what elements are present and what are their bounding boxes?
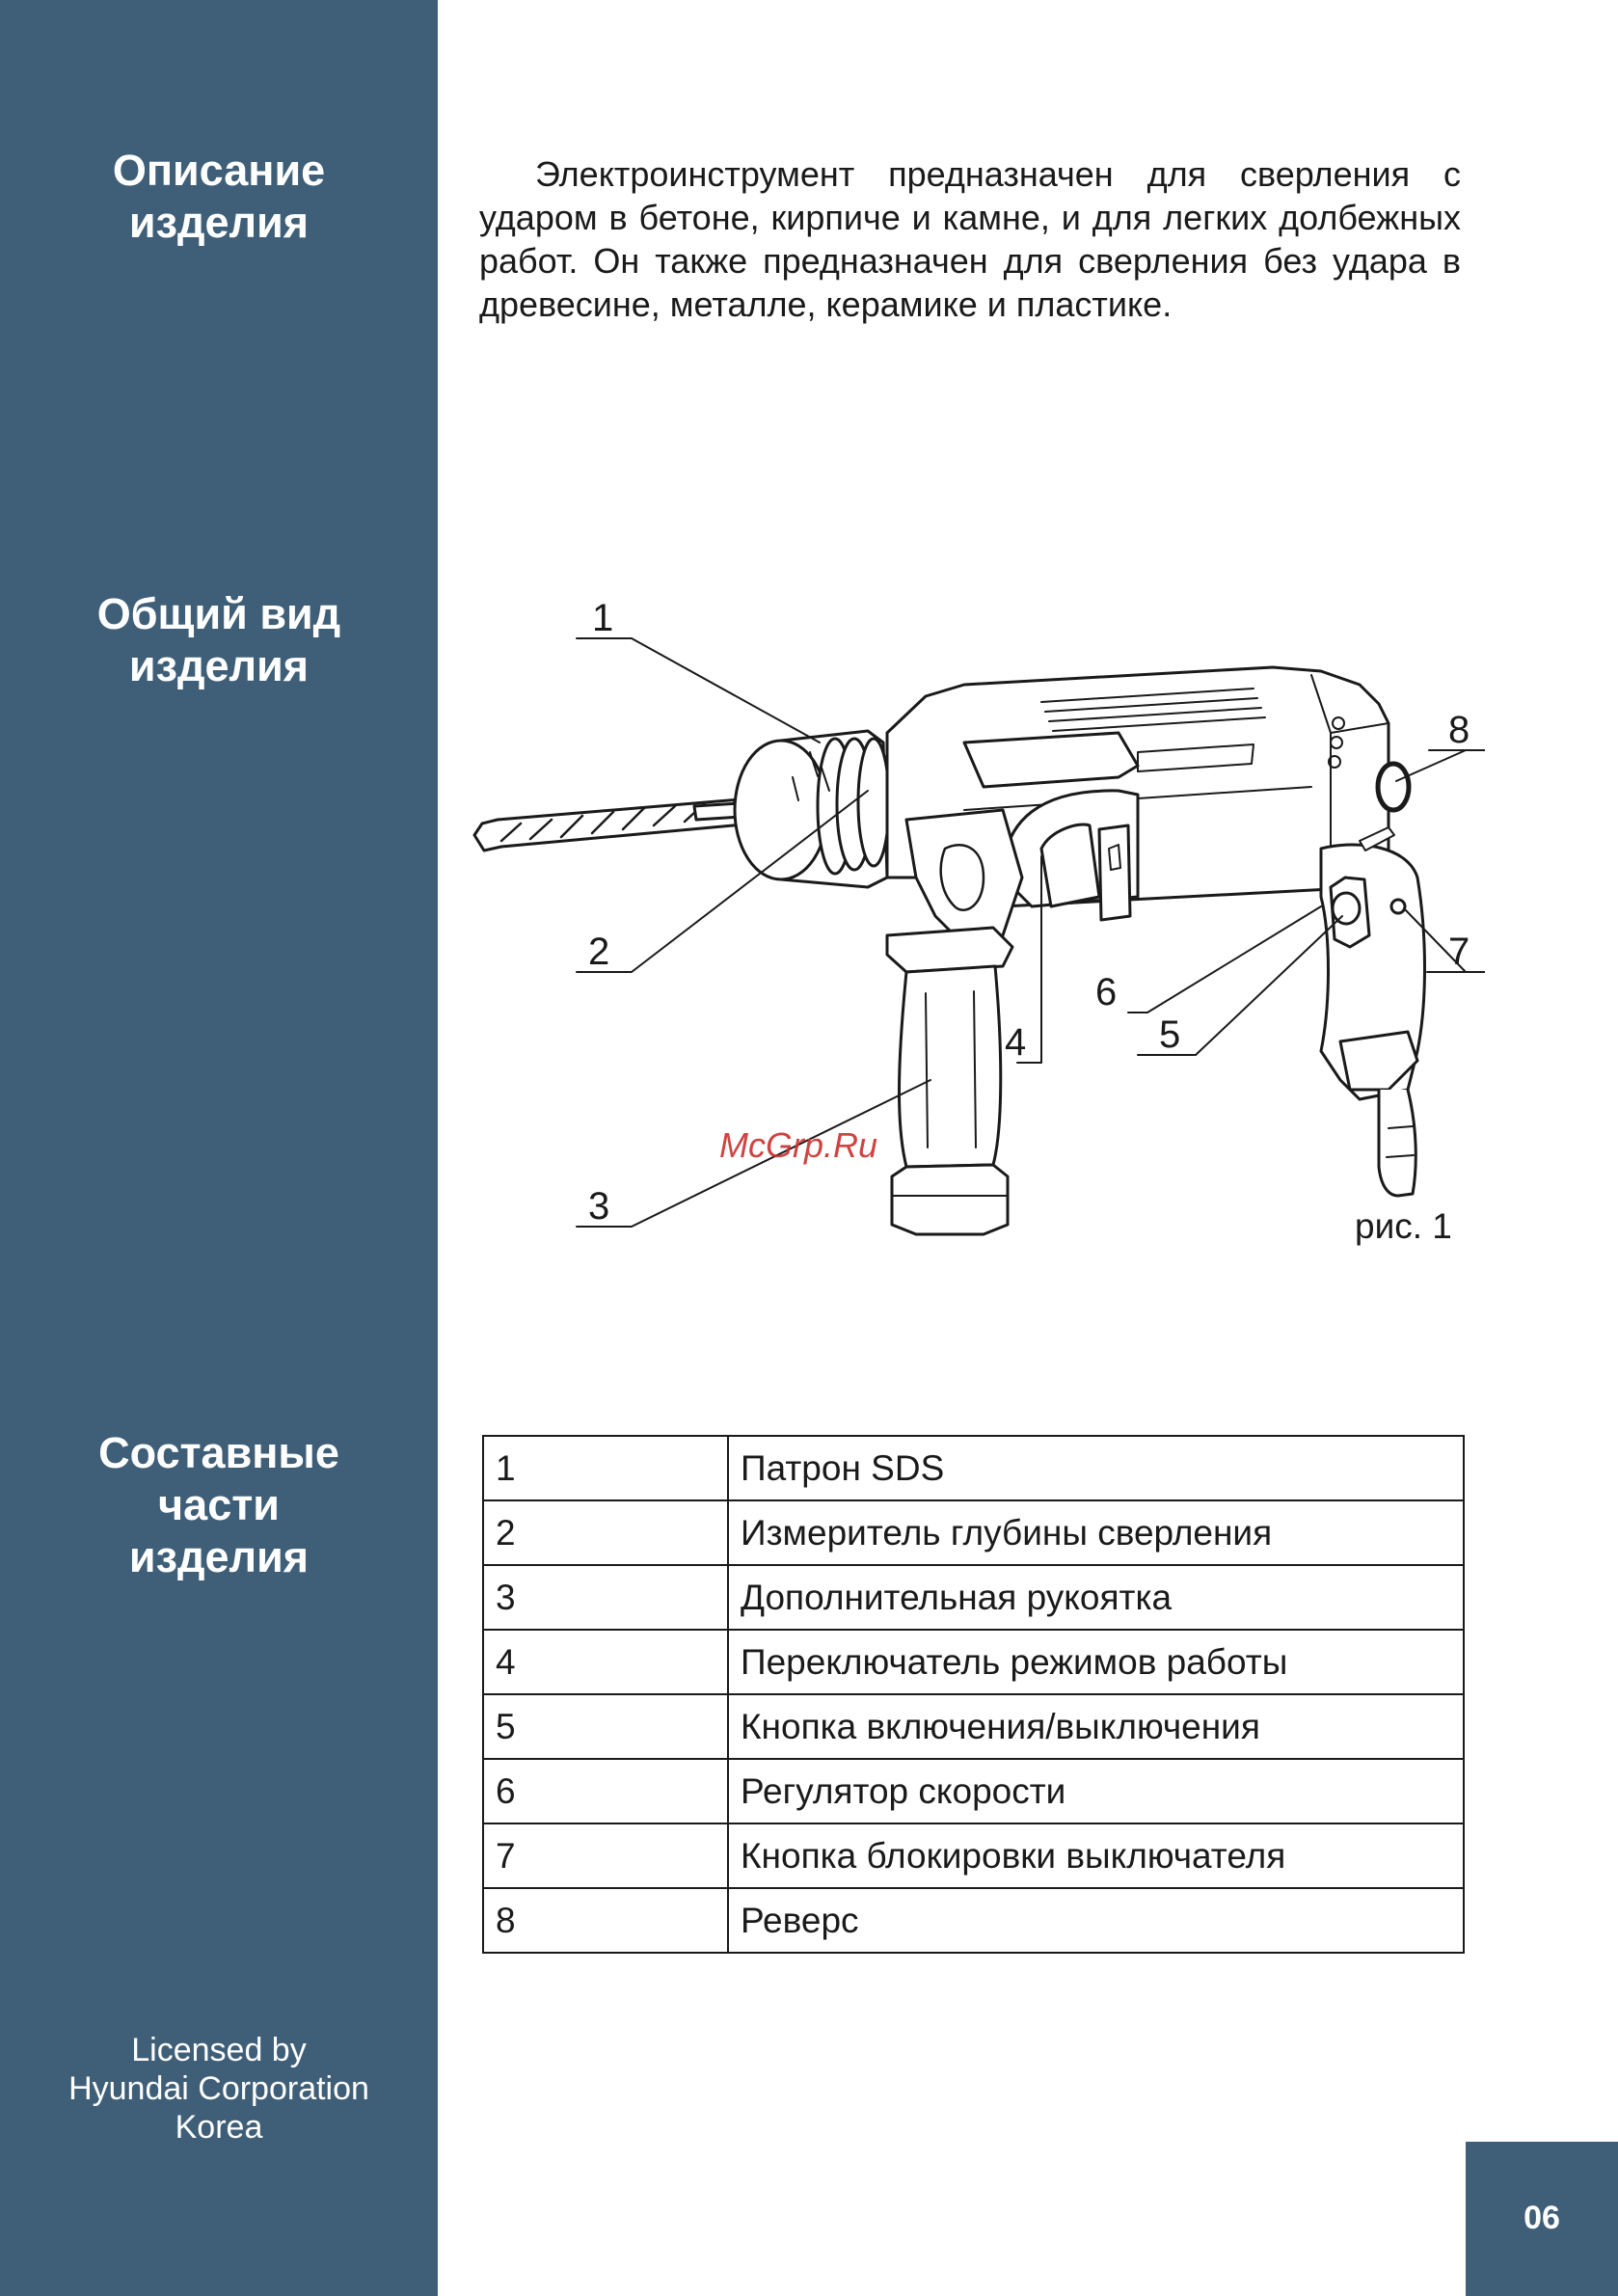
parts-table — [482, 1435, 1465, 1954]
part-number: 7 — [483, 1823, 728, 1888]
part-number: 8 — [483, 1888, 728, 1953]
part-name: Переключатель режимов работы — [728, 1630, 1464, 1694]
part-number: 1 — [483, 1436, 728, 1500]
sds-chuck — [735, 731, 889, 887]
callout-7: 7 — [1448, 931, 1470, 973]
callout-8: 8 — [1448, 709, 1470, 751]
drill-illustration — [463, 588, 1485, 1283]
table-row — [483, 1888, 1464, 1953]
auxiliary-handle — [887, 928, 1012, 1234]
part-number: 5 — [483, 1694, 728, 1759]
table-row — [483, 1694, 1464, 1759]
part-name: Кнопка блокировки выключателя — [728, 1823, 1464, 1888]
table-row — [483, 1565, 1464, 1630]
front-grip — [906, 810, 1022, 945]
callout-5: 5 — [1159, 1013, 1181, 1056]
sidebar — [0, 0, 438, 2296]
part-name: Патрон SDS — [728, 1436, 1464, 1500]
figure-caption: рис. 1 — [1355, 1206, 1452, 1246]
part-name: Реверс — [728, 1888, 1464, 1953]
heading-description: Описание изделия — [112, 146, 326, 247]
part-number: 4 — [483, 1630, 728, 1694]
table-row — [483, 1630, 1464, 1694]
part-number: 6 — [483, 1759, 728, 1823]
callout-6: 6 — [1095, 971, 1118, 1013]
drill-figure — [463, 588, 1485, 1283]
callout-2: 2 — [588, 931, 610, 973]
table-row — [483, 1436, 1464, 1500]
part-name: Дополнительная рукоятка — [728, 1565, 1464, 1630]
table-row — [483, 1500, 1464, 1565]
callout-4: 4 — [1005, 1021, 1027, 1064]
license-text: Licensed by Hyundai Corporation Korea — [68, 2032, 369, 2146]
part-name: Кнопка включения/выключения — [728, 1694, 1464, 1759]
callout-1: 1 — [592, 597, 614, 639]
table-row — [483, 1759, 1464, 1823]
table-row — [483, 1823, 1464, 1888]
page-number: 06 — [1524, 2200, 1560, 2236]
watermark: McGrp.Ru — [719, 1125, 878, 1165]
description-paragraph: Электроинструмент предназначен для сверления с ударом в бетоне, кирпиче и камне, и для легких долбежных работ. Он также предназначен для сверления без удара в древесине, металле, керамике и пластике. — [479, 154, 1461, 324]
heading-parts: Составные части изделия — [98, 1428, 339, 1581]
callout-3: 3 — [588, 1185, 610, 1228]
part-number: 3 — [483, 1565, 728, 1630]
heading-overview: Общий вид изделия — [96, 589, 341, 690]
part-name: Регулятор скорости — [728, 1759, 1464, 1823]
part-name: Измеритель глубины сверления — [728, 1500, 1464, 1565]
part-number: 2 — [483, 1500, 728, 1565]
